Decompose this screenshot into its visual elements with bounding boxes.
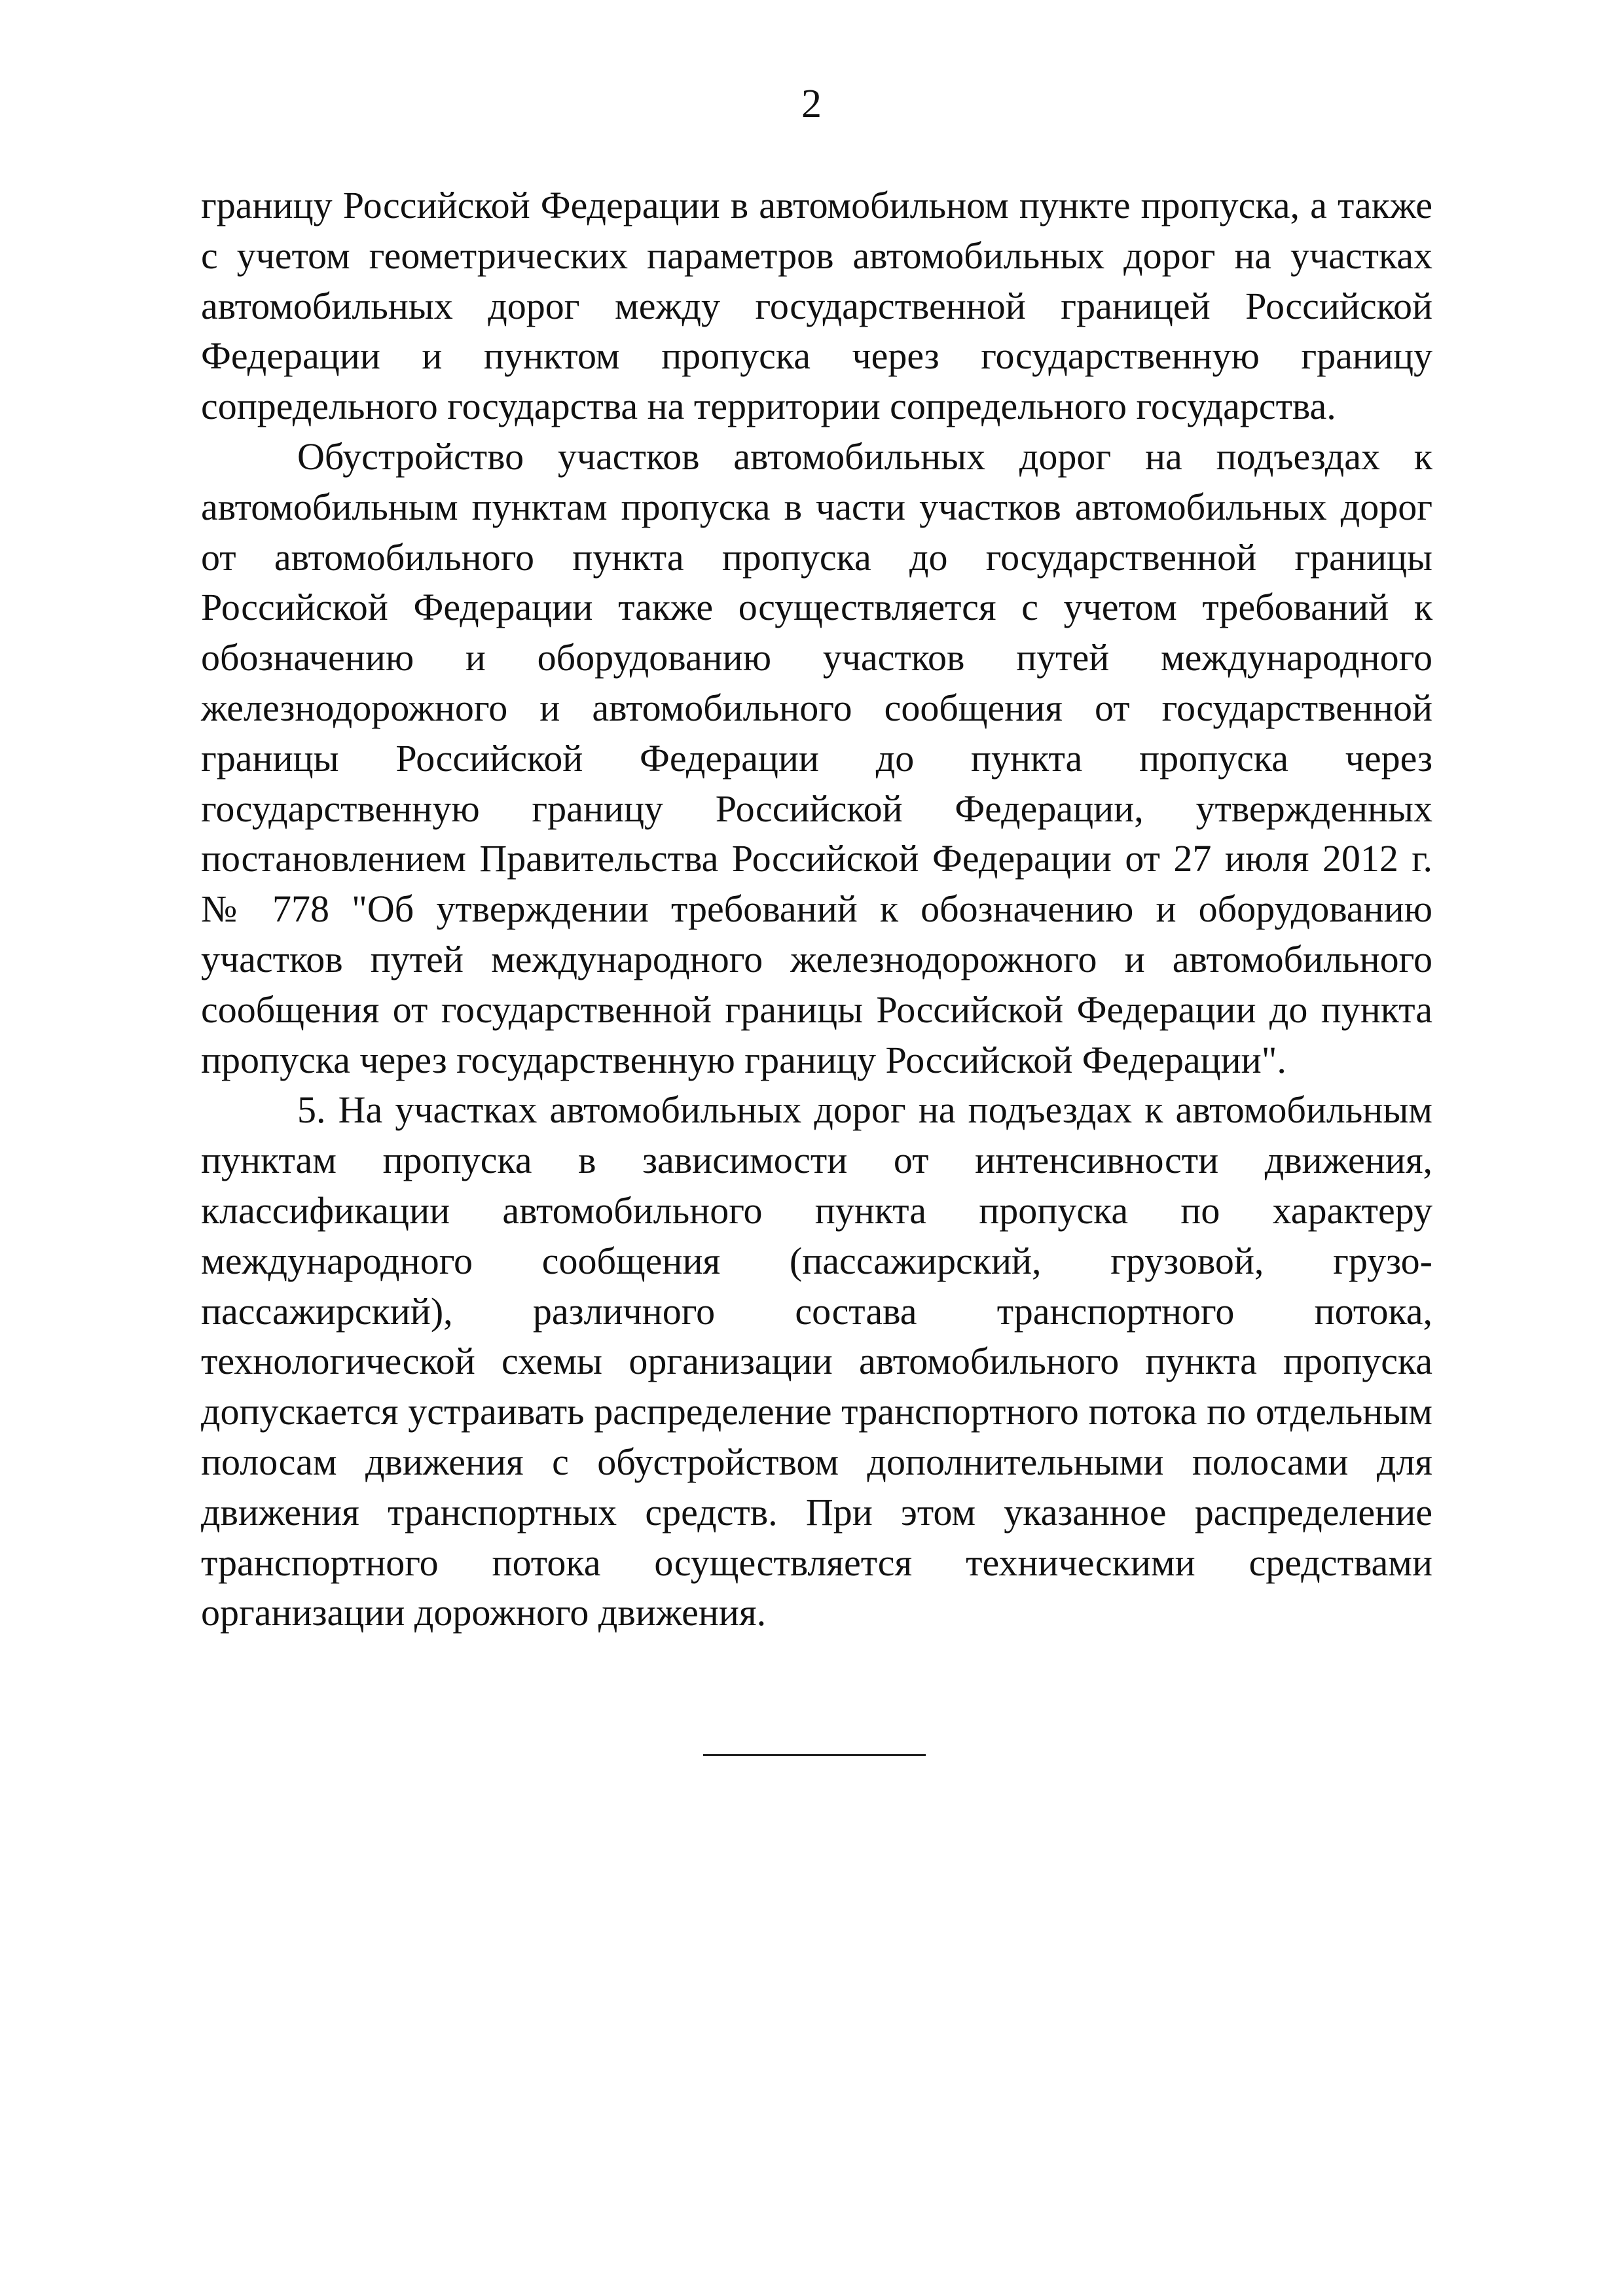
page-number: 2 [801, 82, 822, 126]
paragraph-road-arrangement: Обустройство участков автомобильных дорог на подъездах к автомобильным пунктам пропуска в части участков автомобильных дорог от автомобильного пункта пропуска до государственной границы Российской Федерации также осуществляется с учетом требований к обозначению и оборудованию участков путей международного железнодорожного и автомобильного сообщения от государственной границы Российской Федерации до пункта пропуска через государственную границу Российской Федерации, утвержденных постановлением Правительства Российской Федерации от 27 июля 2012 г. № 778 "Об утверждении требований к обозначению и оборудованию участков путей международного железнодорожного и автомобильного сообщения от государственной границы Российской Федерации до пункта пропуска через государственную границу Российской Федерации". [201, 435, 1432, 1081]
paragraph-continuation: границу Российской Федерации в автомобильном пункте пропуска, а также с учетом геометрических параметров автомобильных дорог на участках автомобильных дорог между государственной границей Российской Федерации и пунктом пропуска через государственную границу сопредельного государства на территории сопредельного государства. [201, 184, 1432, 428]
paragraph-item-5: 5. На участках автомобильных дорог на подъездах к автомобильным пунктам пропуска в зависимости от интенсивности движения, классификации автомобильного пункта пропуска по характеру международного сообщения (пассажирский, грузовой, грузо-пассажирский), различного состава транспортного потока, технологической схемы организации автомобильного пункта пропуска допускается устраивать распределение транспортного потока по отдельным полосам движения с обустройством дополнительными полосами для движения транспортных средств. При этом указанное распределение транспортного потока осуществляется техническими средствами организации дорожного движения. [201, 1088, 1432, 1634]
end-separator-line [703, 1754, 926, 1756]
document-body [201, 181, 1432, 1638]
